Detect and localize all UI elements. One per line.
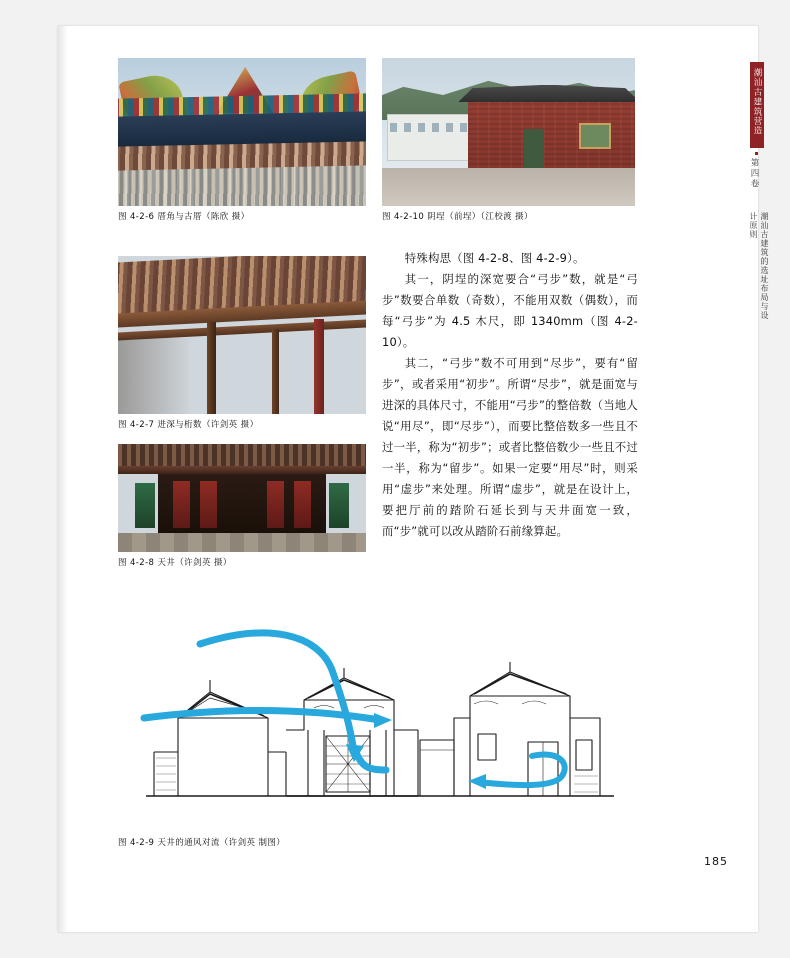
running-head	[746, 62, 772, 322]
figure-4-2-9	[118, 600, 638, 848]
paragraph-1: 特殊构思（图 4-2-8、图 4-2-9）。	[404, 251, 585, 265]
white-building-windows	[390, 123, 471, 132]
figure-4-2-8	[118, 444, 366, 568]
running-head-series-title: 潮汕古建筑营造	[752, 68, 762, 136]
courtyard-eave	[118, 466, 366, 475]
red-post	[314, 319, 324, 414]
figure-4-2-6-image	[118, 58, 366, 206]
white-building	[387, 114, 475, 160]
paragraph-3: 其二，“弓步”数不可用到“尽步”，要有“留步”，或者采用“初步”。所谓“尽步”，就是面宽与进深的具体尺寸，不能用“弓步”的整倍数（当地人说“用尽”，即“尽步”），而要比整倍数多一些且不过一半，称为“初步”；或者比整倍数少一些且不过一半，称为“留步”。如果一定要“用尽”时，则采用“虚步”来处理。所谓“虚步”，就是在设计上，要把厅前的踏阶石延长到与天井面宽一致，而“步”就可以改从踏阶石前缘算起。	[382, 356, 638, 538]
page-gutter-shadow	[58, 26, 68, 932]
wall-shadow	[118, 338, 192, 414]
figure-4-2-9-caption: 图 4-2-9 天井的通风对流（许剑英 制图）	[118, 838, 286, 848]
red-door-1	[173, 481, 190, 529]
figure-4-2-9-image	[118, 600, 638, 830]
house-window	[579, 123, 611, 149]
figure-4-2-7-caption: 图 4-2-7 进深与桁数（许剑英 摄）	[118, 420, 259, 430]
running-head-rule	[755, 152, 758, 155]
red-door-2	[200, 481, 217, 529]
body-text-column	[382, 248, 638, 542]
running-head-section: 潮汕古建筑的选址布局与设计原则	[749, 212, 769, 320]
figure-4-2-8-caption: 图 4-2-8 天井（许剑英 摄）	[118, 558, 232, 568]
courtyard-paving	[118, 533, 366, 552]
paragraph-2: 其一，阴埕的深宽要合“弓步”数，就是“弓步”数要合单数（奇数），不能用双数（偶数），而每“弓步”为 4.5 木尺，即 1340mm（图 4-2-10）。	[382, 272, 638, 349]
house-door	[524, 129, 544, 167]
red-door-4	[294, 481, 311, 529]
green-door-right	[329, 483, 349, 528]
roof-tiles-lower	[118, 165, 366, 206]
figure-4-2-10-image	[382, 58, 635, 206]
figure-4-2-7	[118, 256, 366, 430]
figure-4-2-7-image	[118, 256, 366, 414]
figure-4-2-10-caption: 图 4-2-10 阴埕（前埕）（江校渡 摄）	[382, 212, 533, 222]
figure-4-2-10	[382, 58, 635, 222]
section-drawing-svg	[118, 600, 638, 830]
green-door-left	[135, 483, 155, 528]
figure-4-2-8-image	[118, 444, 366, 552]
red-door-3	[267, 481, 284, 529]
figure-4-2-6-caption: 图 4-2-6 厝角与古厝（陈欣 摄）	[118, 212, 250, 222]
page-number: 185	[704, 855, 728, 868]
courtyard-roof	[118, 444, 366, 468]
wood-column-1	[207, 322, 216, 414]
front-courtyard-ground	[382, 168, 635, 206]
wood-column-2	[272, 329, 279, 414]
running-head-chapter: 第四卷	[749, 158, 759, 190]
figure-4-2-6	[118, 58, 366, 222]
